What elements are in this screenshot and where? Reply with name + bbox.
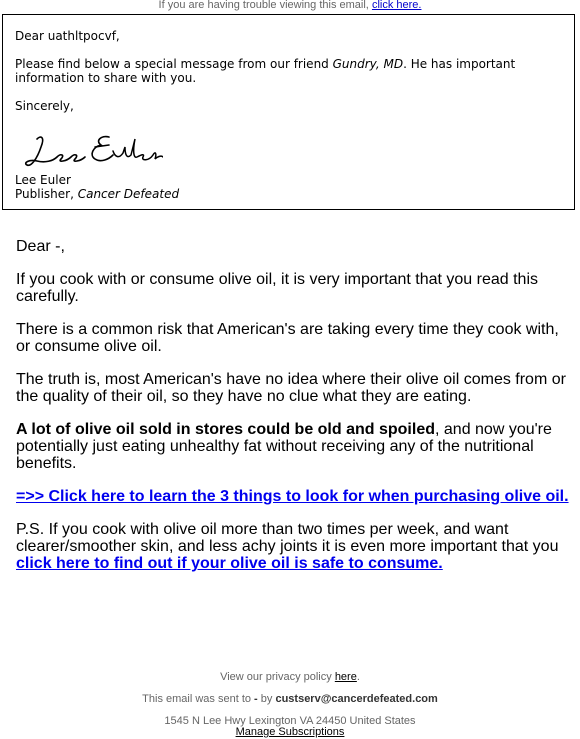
signer-name: Lee Euler: [15, 173, 71, 187]
address-text: 1545 N Lee Hwy Lexington VA 24450 United States: [164, 715, 416, 727]
letter-greeting: Dear uathltpocvf,: [15, 29, 120, 43]
paragraph-1: If you cook with or consume olive oil, it is very important that you read this carefully.: [16, 271, 539, 305]
view-online-link[interactable]: click here.: [371, 0, 422, 11]
paragraph-4: [16, 421, 572, 472]
publication-name: Cancer Defeated: [77, 187, 180, 201]
trouble-viewing-note: [0, 0, 580, 12]
sent-by: by: [257, 693, 276, 705]
sent-to-pre: This email was sent to: [142, 693, 255, 705]
publisher-letter: [15, 29, 565, 127]
paragraph-4-bold: A lot of olive oil sold in stores could be old and spoiled: [16, 421, 435, 438]
message-body: [16, 238, 572, 588]
letter-intro-post: . He has important information to share with you.: [15, 57, 516, 85]
privacy-post: .: [356, 671, 360, 683]
olive-oil-safety-link[interactable]: click here to find out if your olive oil is safe to consume.: [16, 555, 443, 572]
letter-intro: [15, 57, 565, 85]
friend-name: Gundry, MD: [332, 57, 404, 71]
cta-paragraph: [16, 488, 572, 505]
paragraph-4-rest: , and now you're potentially just eating unhealthy fat without receiving any of the nutritional benefits.: [16, 421, 552, 472]
olive-oil-tips-link[interactable]: =>> Click here to learn the 3 things to look for when purchasing olive oil.: [16, 488, 569, 505]
sender-email: custserv@cancerdefeated.com: [275, 693, 438, 705]
letter-signoff: [15, 173, 179, 201]
salutation: Dear -,: [16, 238, 65, 255]
trouble-viewing-text: If you are having trouble viewing this email,: [158, 0, 369, 11]
ps-paragraph: [16, 521, 572, 572]
signature-image: [23, 131, 163, 177]
signer-title-pre: Publisher,: [15, 187, 78, 201]
signer-title: [15, 187, 179, 201]
manage-line: [0, 726, 580, 739]
privacy-line: [0, 671, 580, 684]
privacy-policy-link[interactable]: here: [334, 671, 357, 683]
recipient: -: [254, 693, 258, 705]
manage-subscriptions-link[interactable]: Manage Subscriptions: [235, 726, 345, 738]
ps-text: P.S. If you cook with olive oil more than two times per week, and want clearer/smoother skin, and less achy joints it is even more important that you: [16, 521, 559, 555]
letter-intro-pre: Please find below a special message from our friend: [15, 57, 333, 71]
letter-closing: Sincerely,: [15, 99, 74, 113]
publisher-letter-box: [2, 14, 575, 210]
paragraph-2: There is a common risk that American's are taking every time they cook with, or consume olive oil.: [16, 321, 559, 355]
sent-to-line: [0, 693, 580, 706]
privacy-pre: View our privacy policy: [220, 671, 335, 683]
paragraph-3: The truth is, most American's have no idea where their olive oil comes from or the quality of their oil, so they have no clue what they are eating.: [16, 371, 566, 405]
